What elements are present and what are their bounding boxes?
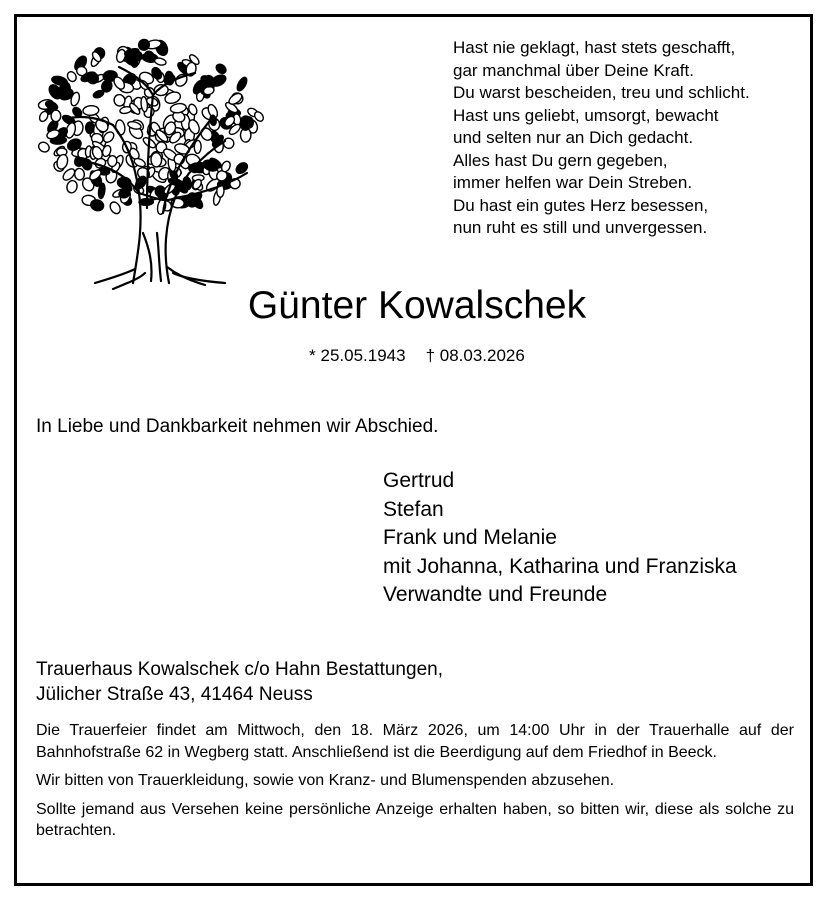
poem-line: nun ruht es still und unvergessen.: [453, 218, 708, 237]
poem-line: Hast uns geliebt, umsorgt, bewacht: [453, 105, 719, 125]
leaf: [154, 84, 169, 96]
birth-date: * 25.05.1943: [309, 346, 406, 365]
notice-paragraph: Wir bitten von Trauerkleidung, sowie von Kranz- und Blumenspenden abzusehen.: [36, 772, 615, 789]
death-date: † 08.03.2026: [425, 346, 525, 365]
mourner-line: Verwandte und Freunde: [383, 583, 608, 606]
leaf: [83, 105, 99, 116]
tree-icon: [35, 33, 267, 295]
leaf: [245, 117, 253, 128]
funeral-notice: [36, 720, 794, 849]
leaf: [74, 168, 85, 181]
leaf: [107, 155, 117, 167]
mourning-house-address: [36, 657, 443, 707]
obituary-frame: [14, 14, 813, 886]
life-dates: [17, 345, 817, 367]
leaf: [151, 153, 162, 168]
leaf: [86, 122, 95, 134]
poem-line: Hast nie geklagt, hast stets geschafft,: [453, 38, 736, 57]
mourner-line: Gertrud: [383, 469, 455, 492]
leaf: [190, 194, 205, 210]
leaf: [235, 76, 248, 92]
leaf: [214, 62, 227, 75]
poem-line: immer helfen war Dein Streben.: [453, 173, 693, 192]
farewell-text: In Liebe und Dankbarkeit nehmen wir Abschied.: [36, 416, 439, 437]
notice-paragraph: Sollte jemand aus Versehen keine persönliche Anzeige erhalten haben, so bitten wir, diese als solche zu betrachten.: [36, 800, 794, 839]
poem-line: Du warst bescheiden, treu und schlicht.: [453, 83, 750, 102]
notice-paragraph: Die Trauerfeier findet am Mittwoch, den 18. März 2026, um 14:00 Uhr in der Trauerhalle auf der Bahnhofstraße 62 in Wegberg statt. Anschließend ist die Beerdigung auf dem Friedhof in Beeck.: [36, 722, 794, 761]
leaf: [115, 119, 126, 135]
leaf: [51, 110, 61, 122]
leaf: [227, 91, 243, 106]
leaf: [37, 140, 51, 154]
mourners-list: [383, 467, 737, 610]
leaf: [154, 57, 167, 66]
poem-line: und selten nur an Dich gedacht.: [453, 128, 694, 147]
mourner-line: Frank und Melanie: [383, 526, 557, 549]
poem-line: gar manchmal über Deine Kraft.: [453, 60, 694, 80]
leaf: [108, 200, 122, 215]
address-line: Trauerhaus Kowalschek c/o Hahn Bestattungen,: [36, 659, 443, 680]
poem-line: Alles hast Du gern gegeben,: [453, 150, 668, 170]
mourner-line: mit Johanna, Katharina und Franziska: [383, 554, 737, 578]
address-line: Jülicher Straße 43, 41464 Neuss: [36, 684, 313, 705]
deceased-name: Günter Kowalschek: [247, 284, 587, 327]
poem-line: Du hast ein gutes Herz besessen,: [453, 195, 709, 215]
memorial-poem: [453, 37, 813, 240]
leaf: [65, 179, 78, 194]
mourner-line: Stefan: [383, 497, 444, 521]
